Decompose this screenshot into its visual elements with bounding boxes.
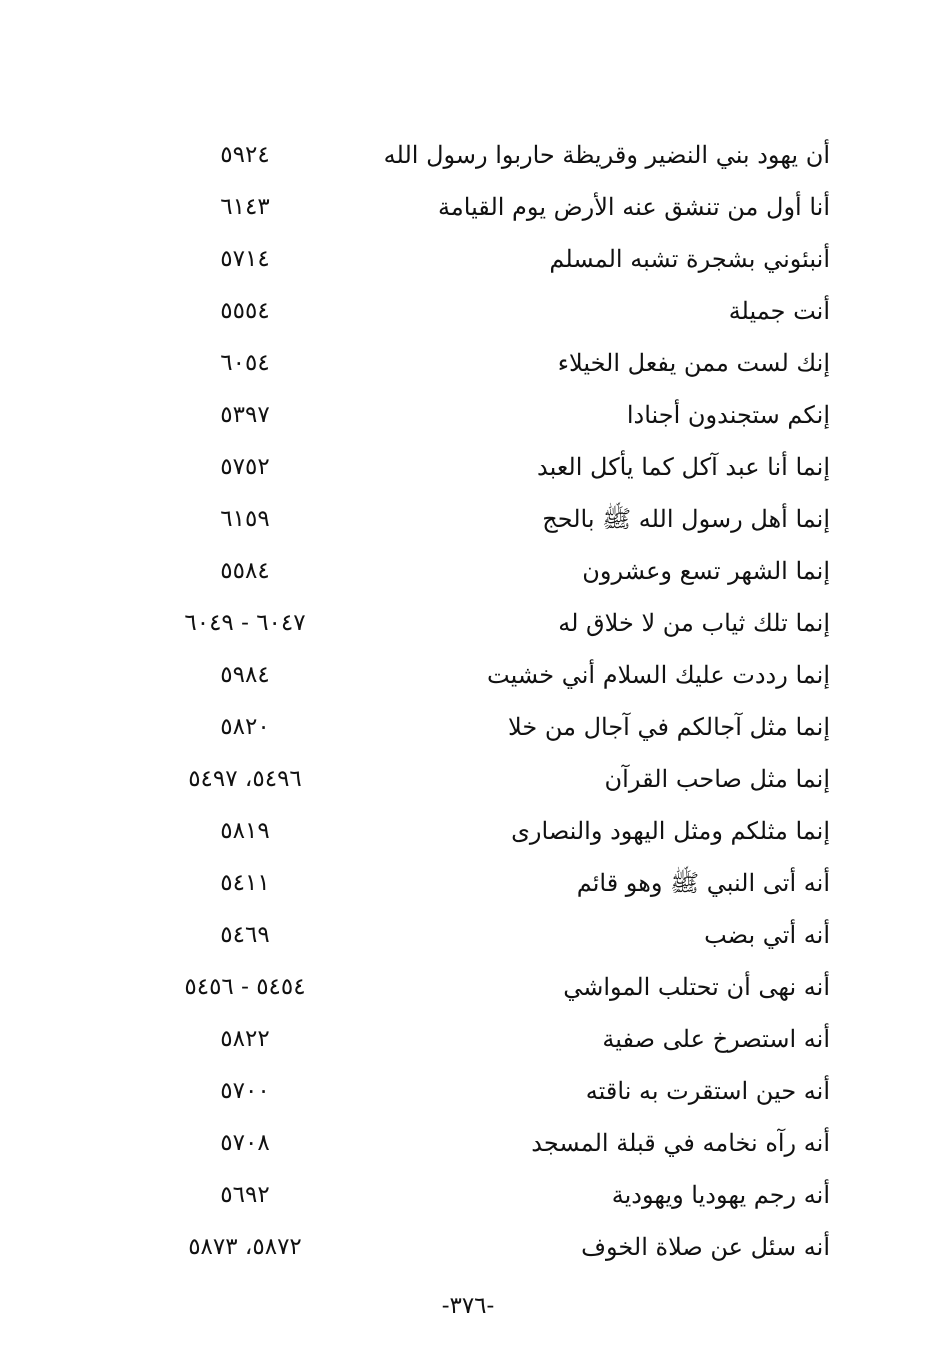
index-entry bbox=[150, 337, 830, 389]
hadith-number: ٦٠٥٤ bbox=[220, 350, 270, 376]
hadith-text: أنبئوني بشجرة تشبه المسلم bbox=[549, 245, 830, 273]
index-entry bbox=[150, 909, 830, 961]
index-entry bbox=[150, 1221, 830, 1273]
index-entry bbox=[150, 597, 830, 649]
hadith-text: إنما رددت عليك السلام أني خشيت bbox=[487, 661, 830, 689]
hadith-number: ٥٨١٩ bbox=[220, 818, 270, 844]
hadith-text: إنما مثل صاحب القرآن bbox=[604, 765, 830, 793]
hadith-text: إنكم ستجندون أجنادا bbox=[626, 401, 830, 429]
hadith-text: أنت جميلة bbox=[728, 297, 830, 325]
index-entry bbox=[150, 181, 830, 233]
hadith-number: ٥٧٠٨ bbox=[220, 1130, 270, 1156]
hadith-text: إنما الشهر تسع وعشرون bbox=[582, 557, 830, 585]
hadith-text: أنه رجم يهوديا ويهودية bbox=[611, 1181, 830, 1209]
index-entry bbox=[150, 1117, 830, 1169]
index-entry bbox=[150, 441, 830, 493]
index-entry bbox=[150, 233, 830, 285]
hadith-text: أنه نهى أن تحتلب المواشي bbox=[563, 973, 830, 1001]
index-entry bbox=[150, 545, 830, 597]
hadith-text: إنما أهل رسول الله ﷺ بالحج bbox=[542, 505, 830, 533]
hadith-number: ٥٦٩٢ bbox=[220, 1182, 270, 1208]
hadith-text: أنه رآه نخامه في قبلة المسجد bbox=[531, 1129, 830, 1157]
hadith-number: ٦٠٤٧ - ٦٠٤٩ bbox=[184, 610, 306, 636]
index-entry bbox=[150, 1169, 830, 1221]
hadith-number: ٥٨٧٢، ٥٨٧٣ bbox=[188, 1234, 302, 1260]
index-entry bbox=[150, 961, 830, 1013]
index-entry bbox=[150, 805, 830, 857]
index-entry bbox=[150, 285, 830, 337]
hadith-text: أنه أتى النبي ﷺ وهو قائم bbox=[576, 869, 830, 897]
hadith-text: إنما مثلكم ومثل اليهود والنصارى bbox=[511, 817, 830, 845]
hadith-number: ٥٤٥٤ - ٥٤٥٦ bbox=[184, 974, 306, 1000]
hadith-text: إنما تلك ثياب من لا خلاق له bbox=[558, 609, 830, 637]
hadith-number: ٦١٥٩ bbox=[220, 506, 270, 532]
index-entry bbox=[150, 857, 830, 909]
hadith-number: ٥٩٢٤ bbox=[220, 142, 270, 168]
hadith-number: ٥٨٢٠ bbox=[220, 714, 270, 740]
hadith-number: ٥٤٩٦، ٥٤٩٧ bbox=[188, 766, 302, 792]
hadith-number: ٥٩٨٤ bbox=[220, 662, 270, 688]
page-number: -٣٧٦- bbox=[441, 1293, 495, 1319]
hadith-number: ٥٣٩٧ bbox=[220, 402, 270, 428]
hadith-text: إنما أنا عبد آكل كما يأكل العبد bbox=[536, 453, 830, 481]
hadith-number: ٥٤٦٩ bbox=[220, 922, 270, 948]
hadith-number: ٥٨٢٢ bbox=[220, 1026, 270, 1052]
hadith-text: أنه استصرخ على صفية bbox=[602, 1025, 830, 1053]
hadith-number: ٦١٤٣ bbox=[220, 194, 270, 220]
hadith-number: ٥٧٥٢ bbox=[220, 454, 270, 480]
hadith-text: أنا أول من تنشق عنه الأرض يوم القيامة bbox=[438, 193, 830, 221]
index-entry bbox=[150, 389, 830, 441]
hadith-number: ٥٧١٤ bbox=[220, 246, 270, 272]
hadith-text: أن يهود بني النضير وقريظة حاربوا رسول الله bbox=[383, 141, 830, 169]
hadith-text: إنك لست ممن يفعل الخيلاء bbox=[557, 349, 830, 377]
index-entry bbox=[150, 701, 830, 753]
hadith-text: أنه أتي بضب bbox=[704, 921, 830, 949]
hadith-number: ٥٥٥٤ bbox=[220, 298, 270, 324]
index-entry bbox=[150, 493, 830, 545]
index-entry bbox=[150, 649, 830, 701]
index-entry bbox=[150, 1065, 830, 1117]
hadith-number: ٥٥٨٤ bbox=[220, 558, 270, 584]
hadith-text: أنه حين استقرت به ناقته bbox=[585, 1077, 830, 1105]
index-entry bbox=[150, 129, 830, 181]
hadith-text: إنما مثل آجالكم في آجال من خلا bbox=[508, 713, 830, 741]
hadith-index-list bbox=[150, 129, 830, 1273]
hadith-number: ٥٤١١ bbox=[220, 870, 270, 896]
hadith-text: أنه سئل عن صلاة الخوف bbox=[581, 1233, 830, 1261]
hadith-number: ٥٧٠٠ bbox=[220, 1078, 270, 1104]
index-entry bbox=[150, 753, 830, 805]
index-entry bbox=[150, 1013, 830, 1065]
